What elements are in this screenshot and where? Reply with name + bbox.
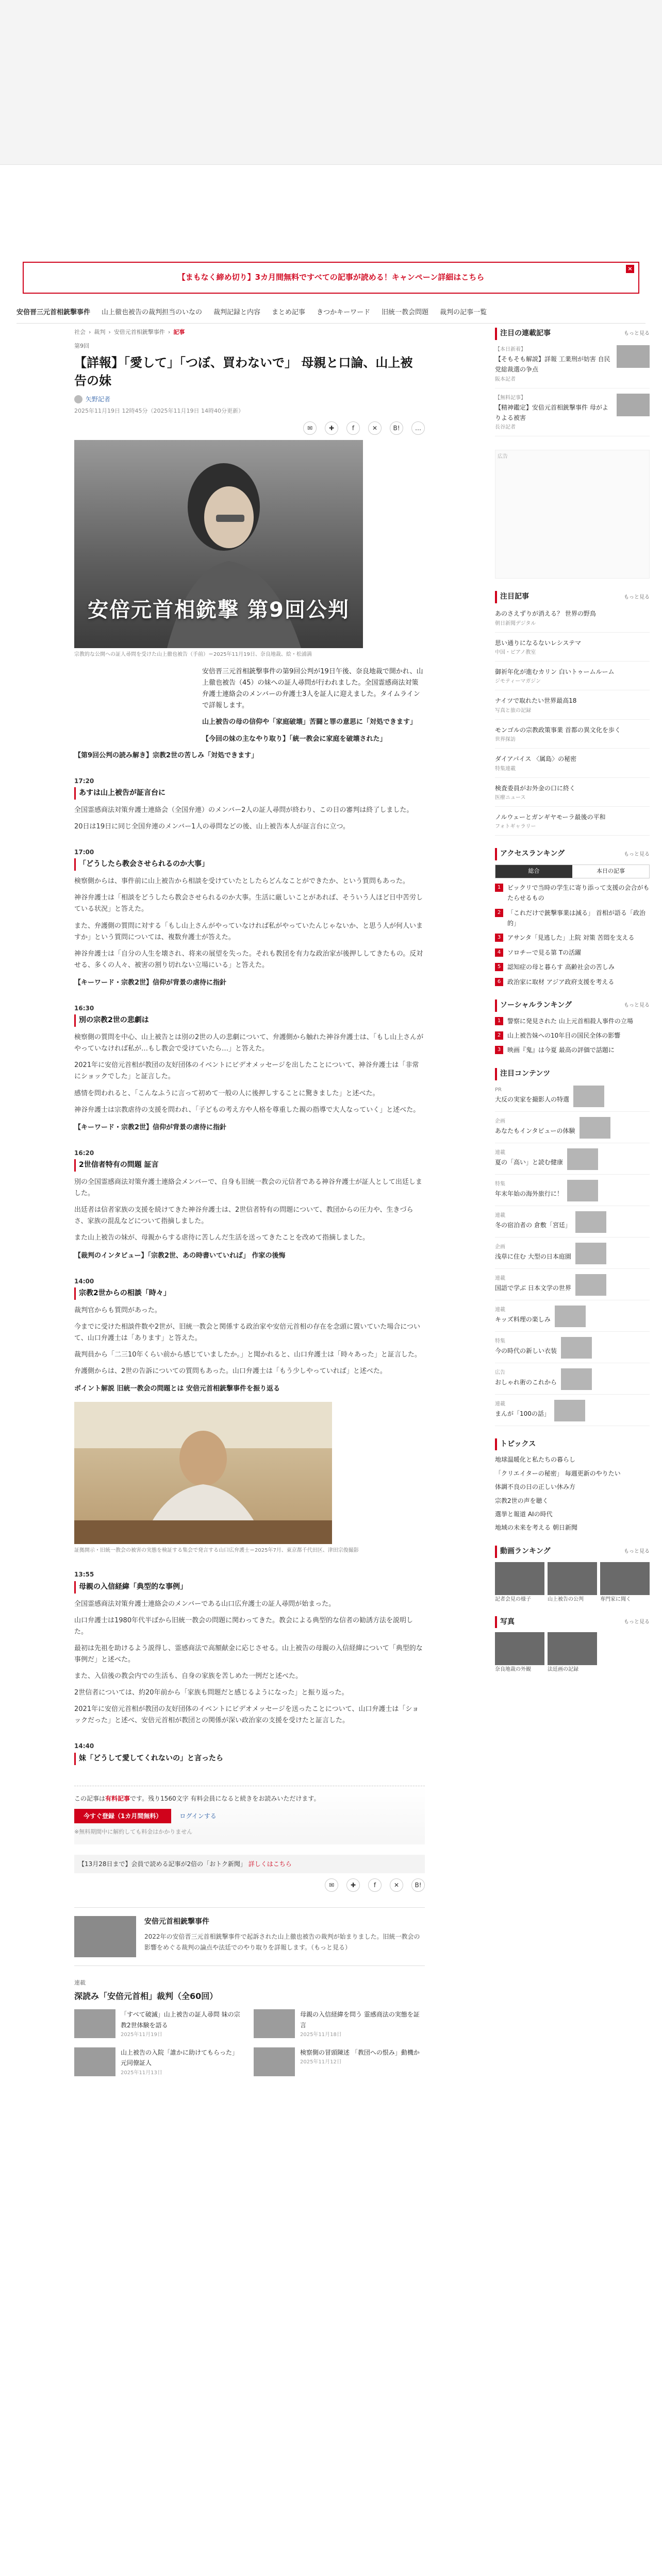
list-item-title[interactable]: 「すべて破滅」山上被告の証人尋問 妹の宗教2世体験を語る — [121, 2011, 240, 2029]
avatar — [74, 395, 82, 403]
hatena-icon[interactable]: B! — [390, 421, 403, 435]
related-link[interactable]: 【キーワード・宗教2世】信仰が背景の虐待に指針 — [74, 1123, 227, 1131]
sidebar-heading: 注目の連載記事 もっと見る — [495, 328, 650, 340]
series-box[interactable] — [74, 1907, 425, 1966]
sidebar — [495, 328, 650, 1674]
social-ranking-item[interactable]: 3 映画『鬼』は今夏 最高の評価で話題に — [495, 1045, 650, 1055]
breadcrumb: 社会 › 裁判 › 安倍元首相銃撃事件 › 記事 — [74, 328, 425, 337]
x-share-icon[interactable]: ✕ — [368, 421, 382, 435]
list-item-thumbnail[interactable] — [254, 2009, 295, 2038]
entry-paragraph: 別の全国霊感商法対策弁護士連絡会メンバーで、自身も旧統一教会の元信者である神谷弁護士が証人として出廷しました。 — [74, 1178, 422, 1198]
subscribe-button[interactable]: 今すぐ登録（1カ月間無料） — [74, 1809, 171, 1823]
bonus-bar — [74, 1855, 425, 1873]
login-button[interactable]: ログインする — [179, 1812, 217, 1820]
entry-heading: 別の宗教2世の悲劇は — [74, 1014, 425, 1027]
series-grid — [74, 2009, 425, 2077]
more-link[interactable]: もっと見る — [624, 1619, 650, 1625]
tab-today[interactable]: 本日の記事 — [597, 868, 625, 875]
series-title[interactable]: 安倍元首相銃撃事件 — [144, 1918, 209, 1926]
ranking-item[interactable]: 1 ビックリで当時の学生に寄り添って支援の会合がもたらせるもの — [495, 883, 650, 904]
facebook-icon[interactable]: f — [346, 421, 360, 435]
ranking-item[interactable]: 3 アサンタ「見逃した」上院 対策 苦悶を支える — [495, 933, 650, 943]
hero-courtroom-sketch — [74, 440, 363, 648]
entry-time: 17:00 — [74, 849, 94, 856]
list-item-date: 2025年11月18日 — [300, 2032, 342, 2038]
entry-heading: 「どうしたら教会させられるのか大事」 — [74, 858, 425, 871]
paywall-message: この記事は有料記事です。残り1560文字 有料会員になると続きをお読みいただけます。 — [74, 1794, 320, 1802]
featured-label: 【本日新着】 — [495, 346, 526, 352]
campaign-text[interactable]: 【まもなく締め切り】3カ月間無料ですべての記事が読める！キャンペーン詳細はこちら — [177, 273, 485, 282]
entry-paragraph: 全国霊感商法対策弁護士連絡会（全国弁連）のメンバー2人の証人尋問が終わり、この日の審判は終了しました。 — [74, 806, 413, 814]
featured-label: 【無料記事】 — [495, 395, 526, 401]
featured-thumbnail[interactable] — [617, 345, 650, 368]
lawyer-photo-illustration — [74, 1402, 332, 1544]
sidebar-heading: ソーシャルランキング もっと見る — [495, 999, 650, 1012]
header-ad-band — [0, 0, 662, 165]
video-item[interactable]: 専門家に聞く — [600, 1562, 650, 1604]
paywall — [74, 1786, 425, 1844]
ranking-item[interactable]: 5 認知症の母と暮らす 高齢社会の苦しみ — [495, 962, 650, 972]
side-list-item[interactable]: 御祈年化が進むカリン 白いトゥームルーム ジモティーマガジン — [495, 667, 650, 690]
content-item[interactable]: 特集 今の時代の新しい衣装 — [495, 1337, 650, 1363]
content-item[interactable]: 特集 年末年始の海外旅行に！ — [495, 1180, 650, 1206]
more-link[interactable]: もっと見る — [624, 1549, 650, 1555]
sidebar-heading: トピックス — [495, 1438, 650, 1451]
topic-link[interactable]: 体調不良の日の正しい休み方 — [495, 1483, 576, 1491]
featured-title[interactable]: 【精神鑑定】安倍元首相銃撃事件 母がよりよる被害 — [495, 403, 608, 421]
close-icon[interactable]: × — [626, 265, 634, 273]
list-item-date: 2025年11月12日 — [300, 2059, 342, 2065]
ad-label: 広告 — [498, 454, 508, 460]
side-list-item[interactable]: ノルウェーとガンギヤモーラ最後の平和 フォトギャラリー — [495, 812, 650, 836]
article-main — [74, 328, 425, 2077]
list-item-title[interactable]: 母親の入信経緯を問う 霊感商法の実態を証言 — [300, 2011, 420, 2029]
lede-highlight[interactable]: 山上被告の母の信仰や「家庭破壊」苦闘と罪の意思に「対処できます」 — [202, 718, 417, 726]
x-share-icon[interactable]: ✕ — [390, 1878, 403, 1892]
timeline-entry — [74, 1741, 425, 1765]
entry-paragraph: 裁判員から「二三10年くらい前から感じていましたか。」と聞かれると、山口弁護士は「時々あった」と証言した。 — [74, 1351, 421, 1359]
sidebar-heading: 写真 もっと見る — [495, 1616, 650, 1629]
entry-paragraph: 最初は先祖を助けるよう説得し、霊感商法で高額献金に応じさせる。山上被告の母親の入信経緯について「典型的な事例だ」と述べた。 — [74, 1644, 423, 1664]
lede-link[interactable]: 【第9回公判の読み解き】宗教2世の苦しみ「対処できます」 — [74, 751, 258, 759]
entry-time: 13:55 — [74, 1571, 94, 1579]
content-item[interactable]: 連載 国語で学ぶ 日本文学の世界 — [495, 1274, 650, 1300]
topic-link[interactable]: 選挙と報道 AIの時代 — [495, 1511, 553, 1518]
lede-highlight[interactable]: 【今回の妹の主なやり取り】「統一教会に家庭を破壊された」 — [202, 735, 387, 743]
hero-caption: 宗教的な公開への証人尋問を受けた山上徹也被告（手前）＝2025年11月19日、奈良地裁、絵・松浦満 — [74, 652, 312, 658]
series-list-kicker: 連載 — [74, 1979, 86, 1987]
timeline-entry — [74, 776, 425, 833]
timeline-entry — [74, 1276, 425, 1395]
list-item-date: 2025年11月19日 — [121, 2032, 162, 2038]
list-item-title[interactable]: 検察側の冒頭陳述 「教団への恨み」動機か — [300, 2049, 420, 2057]
entry-paragraph: 検察側の質問を中心、山上被告とは別の2世の人の悲劇について、弁護側から触れた神谷弁護士は、「もし山上さんがやっていなければ私が…もし教会で受けていたら…」と答えた。 — [74, 1033, 424, 1053]
entry-paragraph: 検察側からは、事件前に山上被告から相談を受けていたとしたらどんなことができたか、という質問もあった。 — [74, 877, 409, 886]
bookmark-icon[interactable]: ✚ — [325, 421, 338, 435]
nav-item-case[interactable]: 安倍晋三元首相銃撃事件 — [16, 309, 91, 317]
entry-paragraph: 2021年に安倍元首相が教団の友好団体のイベントにビデオメッセージを出したことについて、神谷弁護士は「非常にショックでした」と証言した。 — [74, 1061, 419, 1081]
list-item-title[interactable]: 山上被告の入院「誰かに助けてもらった」 元同僚証人 — [121, 2049, 239, 2067]
more-icon[interactable]: … — [411, 421, 425, 435]
related-link[interactable]: ポイント解説 旧統一教会の問題とは 安倍元首相銃撃事件を振り返る — [74, 1385, 280, 1393]
ranking-item[interactable]: 6 政治家に取材 アジア政府支援を考える — [495, 977, 650, 987]
list-item[interactable] — [74, 2009, 245, 2039]
bookmark-icon[interactable]: ✚ — [346, 1878, 360, 1892]
sidebar-heading: アクセスランキング もっと見る — [495, 848, 650, 860]
featured-meta: 阪本記者 — [495, 376, 516, 382]
entry-heading: 母親の入信経緯「典型的な事例」 — [74, 1581, 425, 1594]
series-list-title[interactable]: 深読み「安倍元首相」裁判（全60回） — [74, 1991, 218, 2002]
social-ranking-item[interactable]: 1 警察に発見された 山上元首相殺人事件の立場 — [495, 1016, 650, 1026]
hero-title: 安倍元首相銃撃 第9回公判 — [88, 598, 350, 622]
content-item[interactable]: 企画 浅草に住む 大型の日本庭園 — [495, 1243, 650, 1269]
entry-paragraph: 裁判官からも質問があった。 — [74, 1306, 161, 1314]
breadcrumb-item[interactable]: 安倍元首相銃撃事件 — [113, 329, 165, 335]
sidebar-heading: 動画ランキング もっと見る — [495, 1546, 650, 1558]
entry-paragraph: 2世信者については、約20年前から「家族も問題だと感じるようになった」と振り返った。 — [74, 1689, 349, 1697]
featured-title[interactable]: 【そもそも解説】詳報 工業刑が妨害 自民党総裁選の争点 — [495, 355, 610, 374]
article-kicker: 第9回 — [74, 342, 89, 349]
featured-meta: 長谷記者 — [495, 425, 516, 431]
entry-time: 14:00 — [74, 1277, 94, 1285]
breadcrumb-item[interactable]: 社会 — [74, 329, 86, 335]
topic-link[interactable]: 宗教2世の声を聴く — [495, 1497, 549, 1504]
video-row — [495, 1562, 650, 1604]
content-item[interactable]: 連載 冬の宿泊者の 倉敷「宮廷」 — [495, 1211, 650, 1238]
mail-icon[interactable]: ✉ — [303, 421, 317, 435]
topic-link[interactable]: 地域の未来を考える 朝日新聞 — [495, 1524, 577, 1532]
facebook-icon[interactable]: f — [368, 1878, 382, 1892]
entry-paragraph: 神谷弁護士は「自分の人生を壊され、将来の展望を失った。それも教団を有力な政治家が後押ししてきたもの。反対せる、多くの人々、被害の割り切れない立場にいる」と答えた。 — [74, 950, 423, 969]
social-ranking-item[interactable]: 2 山上被告妹への10年目の国民全体の影響 — [495, 1030, 650, 1041]
lede — [74, 666, 425, 761]
timeline-entry — [74, 847, 425, 989]
side-list-item[interactable]: あのさえずりが消える？ 世界の野鳥 朝日新聞デジタル — [495, 608, 650, 632]
timeline-entry — [74, 1569, 425, 1726]
more-link[interactable]: もっと見る — [624, 594, 650, 600]
mail-icon[interactable]: ✉ — [325, 1878, 338, 1892]
bonus-text: 【13月28日まで】会員で読める記事が2倍の「おトク新聞」 — [78, 1860, 246, 1868]
entry-paragraph: 神谷弁護士は宗教虐待の支援を問われ、「子どもの考え方や人格を尊重した親の指導で大人なっていく」と述べた。 — [74, 1106, 420, 1114]
ranking-item[interactable]: 2 「これだけで銃撃事業は減る」 首相が語る「政治的」 — [495, 908, 650, 929]
entry-heading: 2世信者特有の問題 証言 — [74, 1159, 425, 1172]
nav-item-records[interactable]: 裁判記録と内容 — [213, 309, 261, 317]
featured-thumbnail[interactable] — [617, 394, 650, 416]
lede-paragraph: 安倍晋三元首相銃撃事件の第9回公判が19日午後、奈良地裁で開かれ、山上徹也被告（45）の妹への証人尋問が行われました。全国霊感商法対策弁護士連絡会のメンバーの弁護士3人を証人に迎えました。タイムラインで詳報します。 — [202, 668, 423, 710]
list-item[interactable] — [74, 2047, 245, 2077]
tab-overall[interactable]: 総合 — [495, 865, 572, 878]
more-link[interactable]: もっと見る — [624, 331, 650, 337]
photo-item[interactable]: 奈良地裁の外観 — [495, 1632, 544, 1674]
entry-time: 14:40 — [74, 1742, 94, 1750]
author-line[interactable] — [74, 394, 425, 404]
entry-time: 16:30 — [74, 1005, 94, 1012]
more-link[interactable]: もっと見る — [624, 1003, 650, 1009]
paywall-note: ※無料期間中に解約しても料金はかかりません — [74, 1828, 193, 1836]
entry-paragraph: 全国霊感商法対策弁護士連絡会のメンバーである山口広弁護士の証人尋問が始まった。 — [74, 1600, 336, 1608]
video-item[interactable]: 山上被告の公判 — [548, 1562, 597, 1604]
article-headline: 【詳報】「愛して」「つぼ、買わないで」 母親と口論、山上被告の妹 — [74, 355, 413, 388]
nav-item-trial[interactable]: 山上徹也被告の裁判担当のいなの — [102, 309, 203, 317]
breadcrumb-current: 記事 — [173, 329, 185, 335]
list-item[interactable] — [254, 2047, 425, 2077]
entry-paragraph: また山上被告の妹が、母親からする虐待に苦しんだ生活を送ってきたことを改めて指摘しました。 — [74, 1234, 370, 1242]
author-name[interactable]: 矢野記者 — [86, 395, 111, 403]
content-item[interactable]: 企画 あなたもインタビューの体験 — [495, 1117, 650, 1143]
list-item-thumbnail[interactable] — [74, 2047, 115, 2076]
side-list-item[interactable]: ナイツで取れたい世界最高18 写真と旅の記録 — [495, 696, 650, 719]
nav-item-list[interactable]: 裁判の記事一覧 — [440, 309, 487, 317]
featured-item[interactable] — [495, 394, 650, 437]
ranking-tabs — [495, 865, 650, 878]
article-dates: 2025年11月19日 12時45分（2025年11月19日 14時40分更新） — [74, 408, 244, 415]
entry-paragraph: 今までに受けた相談件数や2世が、旧統一教会と関係する政治家や安倍元首相の存在を念頭に置いていた場合について、山口弁護士は「あります」と答えた。 — [74, 1323, 421, 1342]
side-list-item[interactable]: モンゴルの宗教政策事業 首都の異文化を歩く 世界探訪 — [495, 725, 650, 749]
list-item-thumbnail[interactable] — [74, 2009, 115, 2038]
topic-list — [495, 1454, 650, 1533]
entry-heading: 宗教2世からの相談「時々」 — [74, 1287, 425, 1300]
timeline-entry — [74, 1003, 425, 1133]
series-thumbnail[interactable] — [74, 1916, 136, 1957]
breadcrumb-item[interactable]: 裁判 — [94, 329, 106, 335]
entry-paragraph: また、弁護側の質問に対する「もし山上さんがやっていなければ私がやっていたんじゃないか、と思う人が何人いますか」という質問については、複数弁護士が答えた。 — [74, 922, 423, 941]
entry-paragraph: 感情を問われると、「こんなふうに言って初めて一般の人に後押しすることに驚きました」と述べた。 — [74, 1089, 379, 1097]
content-item[interactable]: 広告 おしゃれ術のこれから — [495, 1368, 650, 1395]
content-item[interactable]: 連載 夏の「高い」と読む健康 — [495, 1148, 650, 1175]
photo-row — [495, 1632, 650, 1674]
lawyer-photo — [74, 1402, 332, 1544]
list-item-date: 2025年11月13日 — [121, 2070, 162, 2076]
side-list-item[interactable]: ダイアパイス 〈属島〉の秘密 特集連載 — [495, 754, 650, 777]
sidebar-heading: 注目コンテンツ — [495, 1068, 650, 1080]
content-item[interactable]: 連載 まんが「100の話」 — [495, 1400, 650, 1426]
featured-item[interactable] — [495, 345, 650, 388]
bonus-link[interactable]: 詳しくはこちら — [248, 1860, 292, 1868]
entry-paragraph: 神谷弁護士は「相談をどうしたら教会させられるのか大事。生活に厳しいことがあれば、そういう人ほど日中苦労している状況」と答えた。 — [74, 894, 423, 913]
series-description: 2022年の安倍晋三元首相銃撃事件で起訴された山上徹也被告の裁判が始まりました。旧統一教会の影響をめぐる裁判の論点や法廷でのやり取りを詳報します。（もっと見る） — [144, 1933, 420, 1951]
timeline-entry — [74, 1148, 425, 1262]
share-toolbar — [74, 421, 425, 435]
entry-paragraph: 20日は19日に同じ全国弁連のメンバー1人の尋問などの後、山上被告本人が証言台に立つ。 — [74, 822, 350, 831]
topic-link[interactable]: 「クリエイターの秘密」 毎週更新のやりたい — [495, 1469, 621, 1477]
campaign-banner[interactable] — [23, 262, 639, 294]
ranking-item[interactable]: 4 ソロチーで見る第 Tの活躍 — [495, 947, 650, 958]
topic-nav — [16, 303, 646, 324]
side-list-item[interactable]: 思い通りになるないレシステマ 中国・ピアノ教室 — [495, 638, 650, 662]
more-link[interactable]: もっと見る — [624, 851, 650, 857]
entry-heading: あすは山上被告が証言台に — [74, 787, 425, 800]
content-item[interactable]: PR 大反の実家を撮影人の特選 — [495, 1086, 650, 1112]
photo-caption: 証拠開示・旧統一教会の被害の実態を検証する集会で発言する山口広弁護士＝2025年7月、東京都千代田区、津田宗俊撮影 — [74, 1548, 359, 1554]
entry-paragraph: 2021年に安倍元首相が教団の友好団体のイベントにビデオメッセージを送ったことについて、山口弁護士は「ショックだった」と述べ、安倍元首相が教団との関係が深い政治家の支援を受けたと証言した。 — [74, 1705, 419, 1725]
entry-time: 16:20 — [74, 1149, 94, 1157]
sidebar-heading: 注目記事 もっと見る — [495, 591, 650, 603]
nav-item-summary[interactable]: まとめ記事 — [272, 309, 306, 317]
topic-link[interactable]: 地球温暖化と私たちの暮らし — [495, 1456, 576, 1464]
related-link[interactable]: 【キーワード・宗教2世】信仰が背景の虐待に指針 — [74, 978, 227, 987]
entry-time: 17:20 — [74, 777, 94, 785]
nav-item-keywords[interactable]: きつかキーワード — [317, 309, 371, 317]
photo-item[interactable]: 法廷画の記録 — [548, 1632, 597, 1674]
list-item-thumbnail[interactable] — [254, 2047, 295, 2076]
entry-heading: 妹「どうして愛してくれないの」と言ったら — [74, 1753, 425, 1765]
entry-paragraph: また、入信後の教会内での生活も、自身の家族を苦しめた一例だと述べた。 — [74, 1672, 303, 1681]
share-toolbar-bottom — [74, 1878, 425, 1892]
video-item[interactable]: 記者会見の様子 — [495, 1562, 544, 1604]
entry-paragraph: 山口弁護士は1980年代半ばから旧統一教会の問題に関わってきた。教会による典型的な信者の勧誘方法を説明した。 — [74, 1616, 413, 1636]
entry-paragraph: 出廷者は信者家族の支援を続けてきた神谷弁護士は、2世信者特有の問題について、教団からの圧力や、生きづらさ、家族の混乱などについて指摘しました。 — [74, 1206, 413, 1226]
content-item[interactable]: 連載 キッズ料理の楽しみ — [495, 1306, 650, 1332]
side-list-item[interactable]: 検査委員がお外金の口に終く 医療ニュース — [495, 783, 650, 807]
list-item[interactable] — [254, 2009, 425, 2039]
entry-paragraph: 弁護側からは、2世の告訴についての質問もあった。山口弁護士は「もう少しやっていれば」と述べた。 — [74, 1367, 387, 1376]
sidebar-ad[interactable] — [495, 450, 650, 579]
related-link[interactable]: 【裁判のインタビュー】「宗教2世、あの時書いていれば」 作家の後悔 — [74, 1251, 286, 1260]
nav-item-church[interactable]: 旧統一教会問題 — [382, 309, 429, 317]
hatena-icon[interactable]: B! — [411, 1878, 425, 1892]
